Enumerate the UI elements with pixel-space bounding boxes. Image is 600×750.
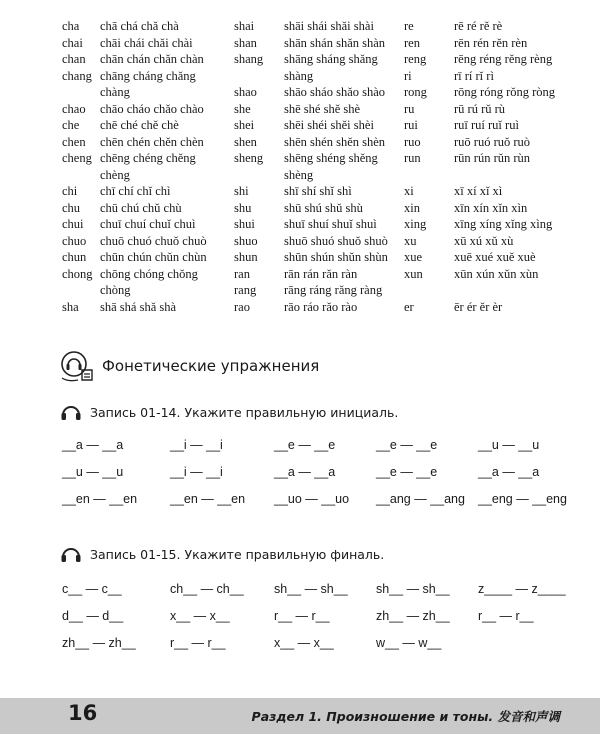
pinyin-tones: chū chú chǔ chù [100,200,182,215]
initial-exercise-item[interactable]: __e — __e [274,438,336,452]
pinyin-syllable: run [404,151,421,165]
initial-exercise-item[interactable]: __i — __i [170,465,223,479]
pinyin-tones: shāi shái shǎi shài [284,19,374,33]
pinyin-syllable: shui [234,217,255,231]
final-exercise-row [62,582,566,602]
final-exercise-item[interactable]: d__ — d__ [62,609,124,623]
page-footer [0,698,600,734]
pinyin-syllable: ri [404,68,412,83]
pinyin-tones: chūn chún chǔn chùn [100,250,207,264]
pinyin-tones: rān rán rǎn ràn [284,266,358,281]
final-exercise-row [62,636,562,656]
pinyin-syllable: shen [234,134,257,149]
section-title: Фонетические упражнения [102,357,320,375]
pinyin-tones: shuō shuó shuǒ shuò [284,233,388,248]
pinyin-syllable [62,282,93,299]
initial-exercise-item[interactable]: __eng — __eng [478,492,567,506]
pinyin-syllable: ran [234,266,250,281]
pinyin-syllable: xun [404,266,423,281]
pinyin-tones: rāo ráo rǎo rào [284,299,358,314]
pinyin-syllable: chao [62,101,86,116]
pinyin-syllable: reng [404,52,427,66]
pinyin-syllable: chuo [62,233,87,248]
task-01-14-label: Запись 01-14. Укажите правильную инициаль. [90,404,399,420]
pinyin-tones: shāo sháo shǎo shào [284,85,386,99]
pinyin-syllable: shei [234,118,255,132]
pinyin-tones: rū rú rǔ rù [454,101,506,116]
final-exercise-item[interactable]: r__ — r__ [170,636,226,650]
initial-exercise-item[interactable]: __ang — __ang [376,492,465,506]
pinyin-tones: chòng [100,283,131,297]
initial-exercise-item[interactable]: __u — __u [62,465,124,479]
pinyin-tones: xū xú xǔ xù [454,233,514,248]
pinyin-syllable: ren [404,35,420,50]
pinyin-tones: chèng [100,167,130,182]
pinyin-syllable [62,167,93,184]
pinyin-tones: chēn chén chěn chèn [100,134,204,149]
pinyin-tones: chuō chuó chuǒ chuò [100,233,207,248]
pinyin-tones: rē ré rě rè [454,19,503,33]
final-exercise-item[interactable]: sh__ — sh__ [376,582,450,596]
pinyin-syllable: shu [234,200,252,215]
pinyin-syllable: re [404,19,414,33]
pinyin-tones: ruō ruó ruǒ ruò [454,134,531,149]
pinyin-tones: shē shé shě shè [284,101,361,116]
pinyin-syllable: chu [62,200,81,215]
pinyin-syllable: chai [62,35,83,50]
page-number: 16 [68,701,98,725]
pinyin-syllable: chi [62,184,78,198]
pinyin-syllable-column [234,18,263,315]
pinyin-tones: chuī chuí chuǐ chuì [100,217,196,231]
initial-exercise-item[interactable]: __e — __e [376,438,438,452]
pinyin-tones: shā shá shǎ shà [100,299,177,314]
pinyin-syllable: rang [234,283,257,297]
headphones-icon [60,404,82,420]
pinyin-tones: chāng cháng chǎng [100,68,196,83]
pinyin-tones [454,282,555,299]
pinyin-syllable [62,84,93,101]
pinyin-tones: chāo cháo chǎo chào [100,101,204,116]
final-exercise-item[interactable]: ch__ — ch__ [170,582,244,596]
pinyin-syllable: xing [404,217,427,231]
final-exercise-row [62,609,562,629]
final-exercise-item[interactable]: sh__ — sh__ [274,582,348,596]
pinyin-syllable: chang [62,68,92,83]
pinyin-syllable: er [404,299,414,314]
pinyin-tones: rūn rún rǔn rùn [454,151,531,165]
pinyin-tones: chī chí chǐ chì [100,184,171,198]
pinyin-tones: rī rí rǐ rì [454,68,494,83]
footer-section-text: Раздел 1. Произношение и тоны. 发音和声调 [251,709,560,724]
pinyin-syllable: shan [234,35,257,50]
pinyin-tones: shēi shéi shěi shèi [284,118,374,132]
pinyin-syllable: xi [404,184,414,198]
pinyin-syllable [404,282,427,299]
pinyin-tones: ruī ruí ruǐ ruì [454,118,519,132]
pinyin-syllable: chui [62,217,84,231]
pinyin-syllable: rui [404,118,418,132]
pinyin-tones: shēng shéng shěng [284,151,378,165]
pinyin-tones: xī xí xǐ xì [454,184,503,198]
final-exercise-item[interactable]: zh__ — zh__ [62,636,136,650]
pinyin-tones: chā chá chǎ chà [100,19,179,33]
pinyin-syllable [234,167,263,184]
headphones-speaker-icon [60,348,98,384]
pinyin-syllable: ruo [404,134,421,149]
pinyin-table [62,18,562,318]
initial-exercise-item[interactable]: __u — __u [478,438,540,452]
pinyin-syllable: rao [234,299,250,314]
pinyin-syllable: shang [234,52,264,66]
pinyin-tones: xīng xíng xǐng xìng [454,217,553,231]
pinyin-tones-column [454,18,555,315]
final-exercise-item[interactable]: zh__ — zh__ [376,609,450,623]
pinyin-syllable: xin [404,200,420,215]
pinyin-tones: chēng chéng chěng [100,151,196,165]
pinyin-syllable [404,167,427,184]
pinyin-syllable: chong [62,266,93,281]
pinyin-syllable: shi [234,184,249,198]
pinyin-tones: shū shú shǔ shù [284,200,363,215]
pinyin-syllable: sha [62,299,79,314]
initial-exercise-item[interactable]: __a — __a [478,465,540,479]
task-01-15-label: Запись 01-15. Укажите правильную финаль. [90,546,385,562]
initial-exercise-item[interactable]: __en — __en [62,492,138,506]
pinyin-syllable: sheng [234,151,264,165]
pinyin-syllable: shao [234,85,257,99]
initial-exercise-row [62,465,562,485]
pinyin-tones: chē ché chě chè [100,118,179,132]
initial-exercise-item[interactable]: __e — __e [376,465,438,479]
final-exercise-item[interactable]: x__ — x__ [170,609,230,623]
pinyin-tones: shàng [284,68,314,83]
pinyin-syllable: she [234,101,251,116]
final-exercise-item[interactable]: x__ — x__ [274,636,334,650]
pinyin-tones: shuī shuí shuǐ shuì [284,217,377,231]
pinyin-syllable-column [404,18,427,315]
final-exercise-item[interactable]: c__ — c__ [62,582,122,596]
pinyin-syllable: chen [62,134,86,149]
pinyin-tones: shūn shún shǔn shùn [284,250,388,264]
pinyin-tones: rōng róng rǒng ròng [454,85,556,99]
pinyin-tones: xūn xún xǔn xùn [454,266,539,281]
pinyin-syllable: cheng [62,151,92,165]
pinyin-syllable: che [62,118,80,132]
pinyin-tones: shāng sháng shǎng [284,52,378,66]
pinyin-tones: chāi chái chǎi chài [100,35,193,50]
final-exercise-item[interactable]: w__ — w__ [376,636,442,650]
final-exercise-item[interactable]: z____ — z____ [478,582,566,596]
pinyin-syllable-column [62,18,93,315]
pinyin-tones: chàng [100,85,130,99]
pinyin-tones: ēr ér ěr èr [454,299,503,314]
pinyin-tones [454,167,555,184]
task-01-14-heading [60,404,398,420]
pinyin-syllable: shai [234,19,255,33]
pinyin-tones: rēn rén rěn rèn [454,35,528,50]
initial-exercise-row [62,492,567,512]
initial-exercise-item[interactable]: __uo — __uo [274,492,350,506]
pinyin-tones-column [100,18,207,315]
pinyin-tones: shī shí shǐ shì [284,184,352,198]
final-exercise-item[interactable]: r__ — r__ [274,609,330,623]
initial-exercise-item[interactable]: __a — __a [274,465,336,479]
pinyin-tones: chān chán chǎn chàn [100,52,204,66]
pinyin-syllable: ru [404,101,415,116]
pinyin-syllable: chan [62,52,86,66]
section-header [60,348,319,384]
pinyin-syllable [234,68,263,85]
pinyin-syllable: xu [404,233,417,248]
final-exercise-item[interactable]: r__ — r__ [478,609,534,623]
pinyin-tones: shèng [284,167,314,182]
pinyin-tones: shēn shén shěn shèn [284,134,386,149]
headphones-icon [60,546,82,562]
pinyin-tones: rāng ráng rǎng ràng [284,283,383,297]
pinyin-tones: shān shán shǎn shàn [284,35,386,50]
pinyin-syllable: chun [62,250,87,264]
initial-exercise-item[interactable]: __i — __i [170,438,223,452]
pinyin-syllable: shun [234,250,258,264]
initial-exercise-row [62,438,562,458]
pinyin-tones: rēng réng rěng rèng [454,52,553,66]
pinyin-tones: xuē xué xuě xuè [454,250,536,264]
pinyin-syllable: cha [62,19,80,33]
pinyin-syllable: xue [404,250,423,264]
pinyin-tones: xīn xín xǐn xìn [454,200,528,215]
task-01-15-heading [60,546,384,562]
pinyin-syllable: shuo [234,233,258,248]
initial-exercise-item[interactable]: __a — __a [62,438,124,452]
pinyin-tones-column [284,18,388,315]
pinyin-tones: chōng chóng chǒng [100,266,198,281]
pinyin-syllable: rong [404,85,427,99]
initial-exercise-item[interactable]: __en — __en [170,492,246,506]
